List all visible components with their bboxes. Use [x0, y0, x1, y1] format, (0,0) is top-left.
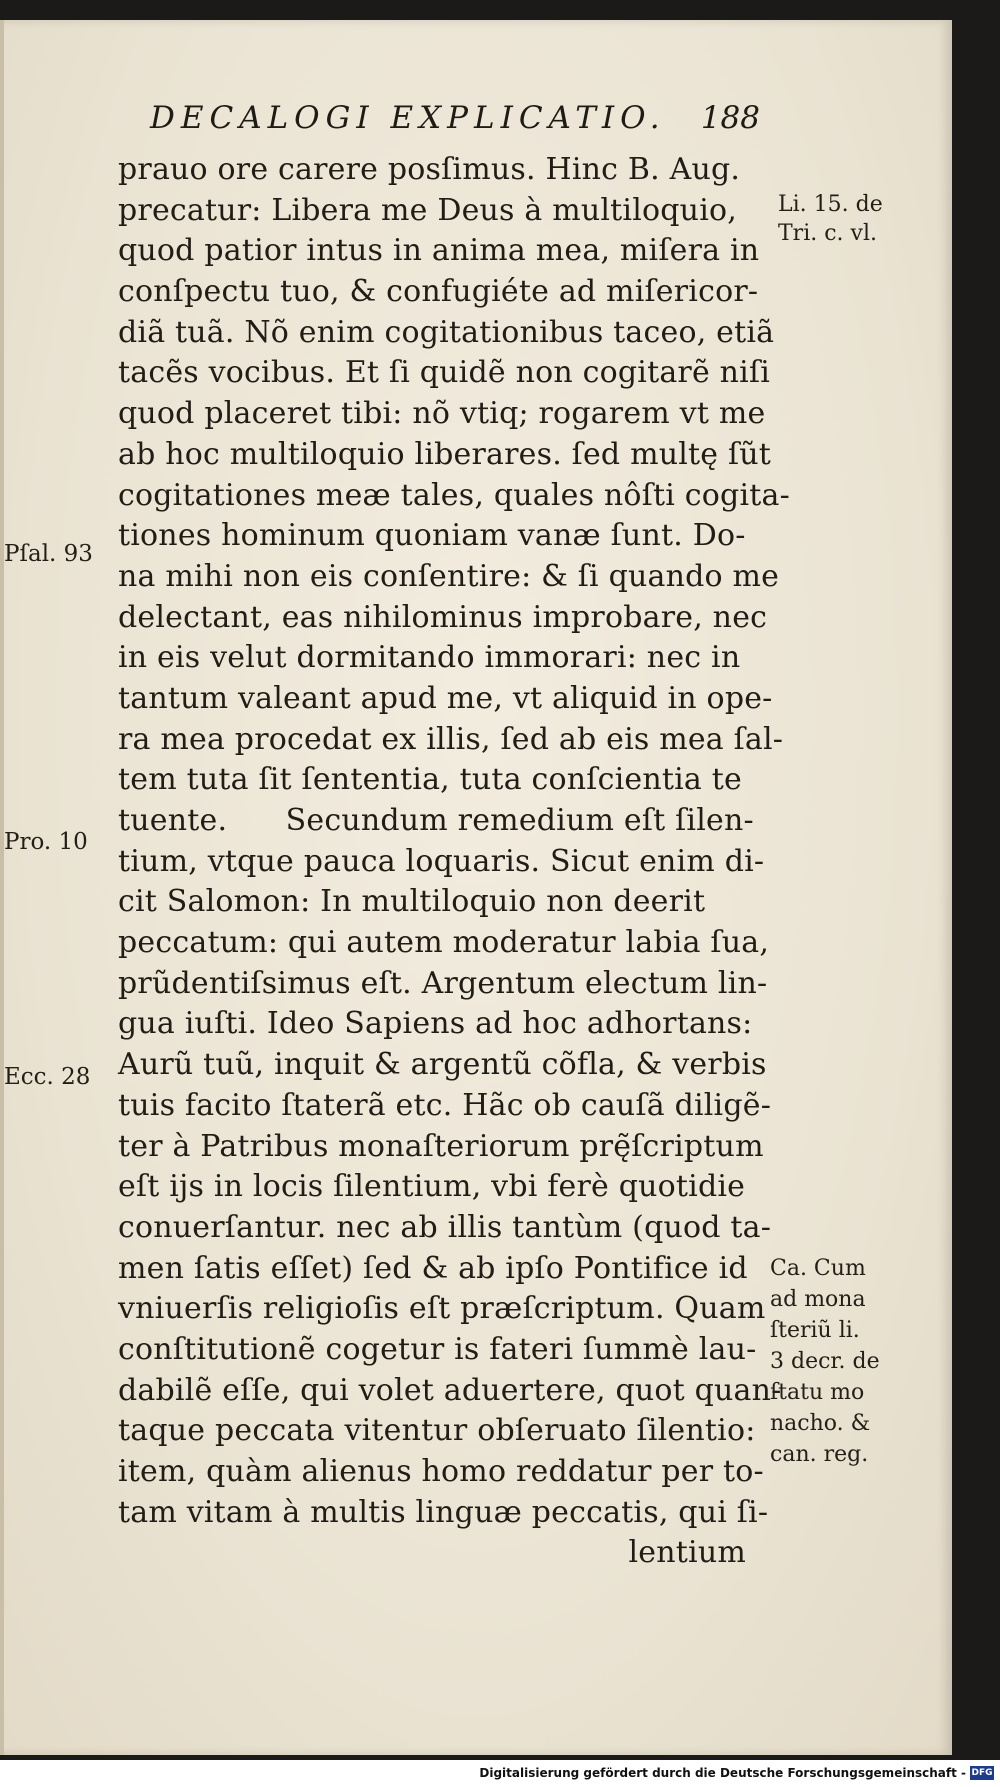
running-title: DECALOGI EXPLICATIO.: [150, 100, 666, 136]
text-line: vniuerſis religioſis eſt præſcriptum. Quam: [118, 1291, 766, 1327]
margin-note-line: nacho. &: [770, 1411, 871, 1436]
text-line: na mihi non eis conſentire: & ſi quando me: [118, 558, 780, 594]
text-line: tam vitam à multis linguæ peccatis, qui ſi-: [118, 1494, 769, 1530]
text-line: men ſatis eſſet) ſed & ab ipſo Pontifice id: [118, 1250, 748, 1286]
text-line: conuerſantur. nec ab illis tantùm (quod ta-: [118, 1209, 772, 1245]
margin-note-proverbs: Pro. 10: [4, 829, 88, 855]
margin-note-line: Tri. c. vl.: [778, 221, 877, 246]
page-number: 188: [700, 100, 760, 136]
text-line: prũdentiſsimus eſt. Argentum electum lin-: [118, 965, 768, 1001]
text-line: taque peccata vitentur obſeruato ſilentio:: [118, 1413, 756, 1449]
text-line: peccatum: qui autem moderatur labia ſua,: [118, 925, 770, 961]
text-line: eſt ijs in locis ſilentium, vbi ferè quotidie: [118, 1169, 746, 1205]
catchword: lentium: [628, 1535, 746, 1571]
margin-note-psalm: Pſal. 93: [4, 541, 93, 567]
text-line: cogitationes meæ tales, quales nôſti cogita-: [118, 477, 790, 513]
text-line: in eis velut dormitando immorari: nec in: [118, 640, 741, 676]
text-line: tuente. Secundum remedium eſt ſilen-: [118, 803, 754, 838]
text-line: ab hoc multiloquio liberares. ſed multę ſũt: [118, 436, 772, 472]
margin-note-ecclesiasticus: Ecc. 28: [4, 1064, 91, 1090]
margin-note-line: ſtatu mo: [770, 1380, 865, 1405]
text-line: dabilẽ eſſe, qui volet aduertere, quot quan-: [118, 1372, 782, 1408]
margin-note-line: ad mona: [770, 1287, 866, 1312]
funding-credit: Digitalisierung gefördert durch die Deutsche Forschungsgemeinschaft -: [479, 1766, 966, 1780]
running-header: [150, 100, 760, 145]
text-line: tium, vtque pauca loquaris. Sicut enim di-: [118, 843, 765, 879]
text-line: ter à Patribus monaſteriorum prę̃ſcriptum: [118, 1128, 764, 1164]
text-line: conſtitutionẽ cogetur is fateri ſummè lau-: [118, 1331, 757, 1367]
margin-note-line: Ca. Cum: [770, 1256, 866, 1281]
dfg-logo: DFG: [971, 1768, 993, 1778]
text-line: tantum valeant apud me, vt aliquid in ope-: [118, 680, 773, 716]
text-line: diã tuã. Nõ enim cogitationibus taceo, etiã: [118, 314, 775, 350]
text-line: tem tuta ſit ſententia, tuta conſcientia te: [118, 762, 742, 798]
margin-note-line: 3 decr. de: [770, 1349, 880, 1374]
text-line: gua iuſti. Ideo Sapiens ad hoc adhortans:: [118, 1006, 753, 1042]
text-line: Aurũ tuũ, inquit & argentũ cõfla, & verbis: [118, 1047, 767, 1083]
text-line: item, quàm alienus homo reddatur per to-: [118, 1454, 764, 1489]
text-line: precatur: Libera me Deus à multiloquio,: [118, 192, 737, 228]
text-line: tiones hominum quoniam vanæ ſunt. Do-: [118, 518, 746, 554]
text-line: quod placeret tibi: nõ vtiq; rogarem vt me: [118, 396, 766, 432]
text-line: cit Salomon: In multiloquio non deerit: [118, 884, 706, 920]
margin-note-top-right: [778, 190, 883, 248]
text-line: conſpectu tuo, & confugiéte ad miſericor-: [118, 274, 759, 310]
margin-note-line: Li. 15. de: [778, 192, 883, 217]
text-line: quod patior intus in anima mea, miſera in: [118, 233, 760, 269]
text-line: delectant, eas nihilominus improbare, nec: [118, 599, 768, 635]
margin-note-line: can. reg.: [770, 1442, 869, 1467]
digitization-footer: [0, 1760, 1000, 1787]
text-line: tacẽs vocibus. Et ſi quidẽ non cogitarẽ niſi: [118, 355, 771, 391]
page-edge: [0, 20, 4, 1755]
margin-note-line: ſteriũ li.: [770, 1318, 860, 1343]
text-line: tuis facito ſtaterã etc. Hãc ob cauſã diligẽ-: [118, 1087, 772, 1123]
margin-note-bottom-right: [770, 1253, 880, 1470]
body-text: [118, 150, 790, 1574]
text-line: ra mea procedat ex illis, ſed ab eis mea ſal-: [118, 721, 784, 757]
text-line: prauo ore carere posſimus. Hinc B. Aug.: [118, 152, 741, 187]
